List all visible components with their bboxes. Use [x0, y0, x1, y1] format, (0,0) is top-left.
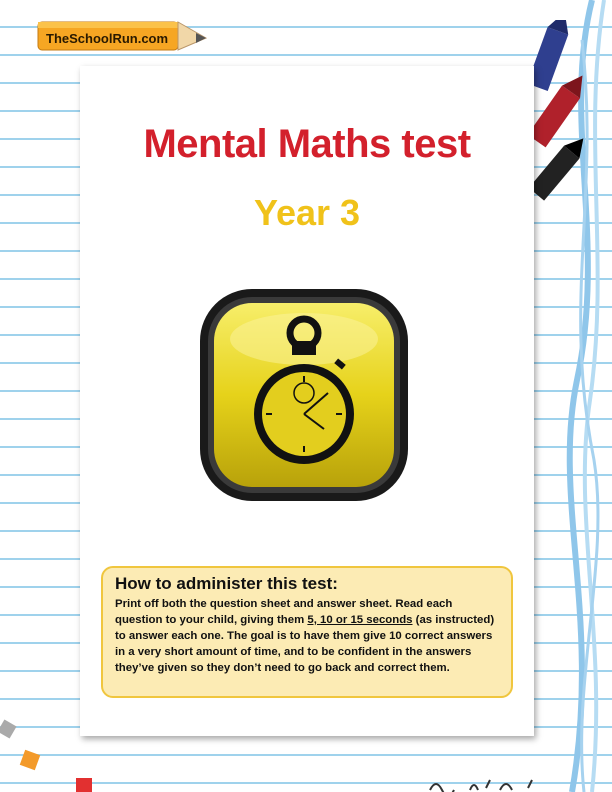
instructions-box — [101, 566, 513, 698]
instructions-time-emphasis: 5, 10 or 15 seconds — [307, 614, 413, 626]
test-cover-sheet — [80, 66, 534, 736]
logo-pencil — [34, 16, 214, 58]
document-title: Mental Maths test — [143, 122, 471, 166]
logo-text: TheSchoolRun.com — [46, 31, 169, 46]
crayon-icon — [527, 20, 575, 91]
document-subtitle: Year 3 — [253, 192, 361, 233]
bottom-scribble-decoration — [420, 772, 560, 792]
instructions-text — [115, 596, 499, 676]
instructions-text-part-1: Print off both the question sheet and answer sheet. Read each question to your child, giving them — [115, 598, 453, 626]
stopwatch-icon — [198, 287, 410, 503]
crayon-icon — [529, 132, 591, 201]
instructions-heading: How to administer this test: — [115, 574, 338, 593]
instructions-text-part-2: (as instructed) to answer each one. The goal is to have them give 10 correct answers in a very short amount of time, and to be confident in the answers they’ve given so they don’t need to go back and correct them. — [115, 614, 495, 674]
